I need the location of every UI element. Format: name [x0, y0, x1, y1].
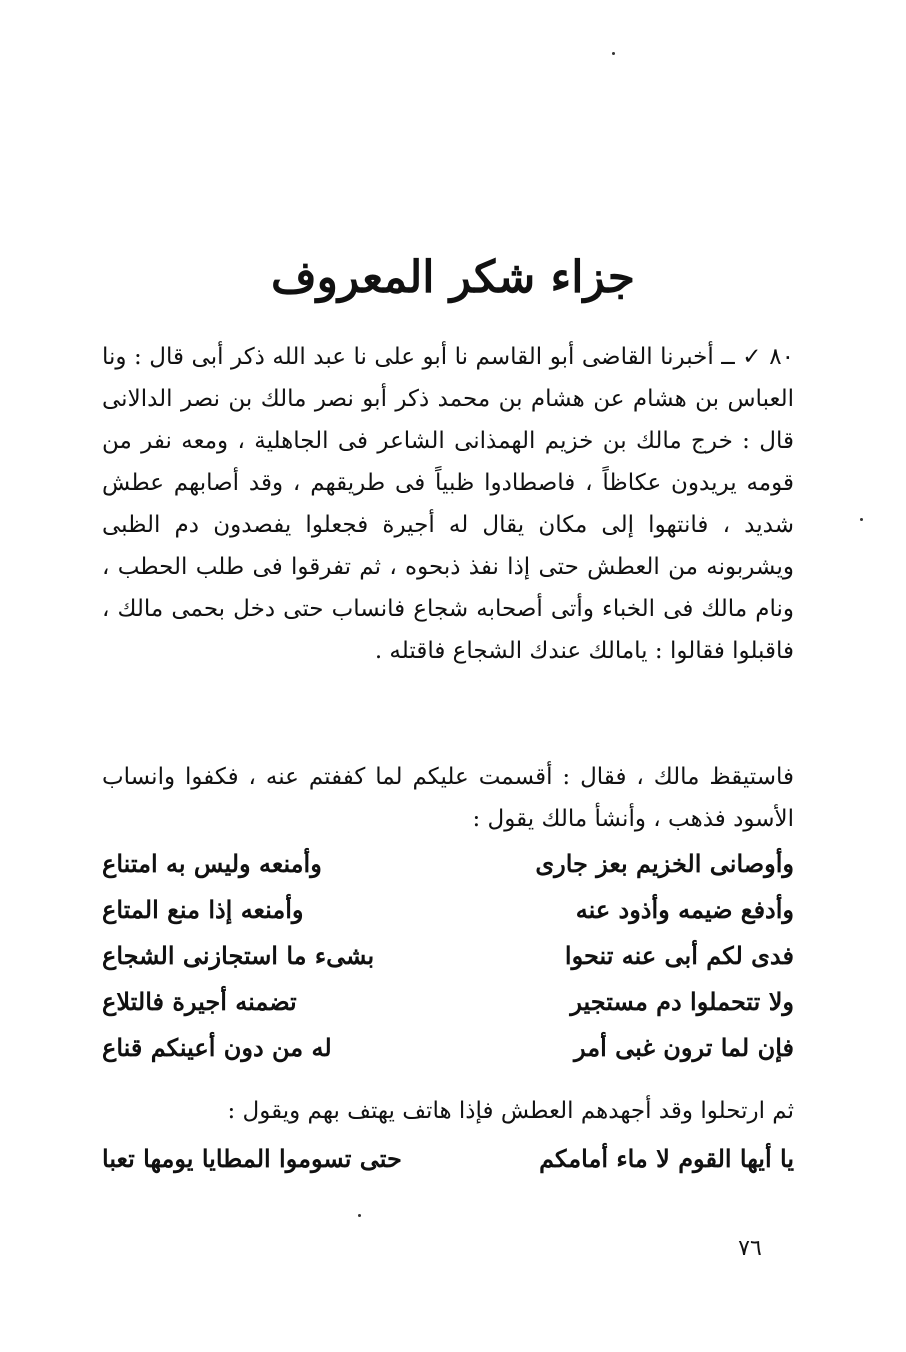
speck — [612, 52, 615, 55]
speck — [860, 518, 863, 521]
narration-paragraph-3: ثم ارتحلوا وقد أجهدهم العطش فإذا هاتف يهتف بهم ويقول : — [227, 1098, 794, 1124]
verse-second-hemistich: له من دون أعينكم قناع — [102, 1033, 332, 1062]
verse-first-hemistich: فإن لما ترون غبى أمر — [573, 1033, 794, 1062]
speck — [358, 1214, 361, 1217]
verse-second-hemistich: حتى تسوموا المطايا يومها تعبا — [102, 1144, 402, 1173]
poem-verse — [102, 891, 794, 937]
chapter-title: جزاء شكر المعروف — [271, 252, 635, 303]
verse-second-hemistich: وأمنعه وليس به امتناع — [102, 849, 322, 878]
verse-first-hemistich: فدى لكم أبى عنه تنحوا — [564, 941, 794, 970]
poem-verse — [102, 983, 794, 1029]
closing-verse — [102, 1140, 794, 1186]
poem-verse — [102, 937, 794, 983]
verse-first-hemistich: وأوصانى الخزيم بعز جارى — [535, 849, 794, 878]
verse-first-hemistich: يا أيها القوم لا ماء أمامكم — [539, 1144, 794, 1173]
verse-second-hemistich: بشىء ما استجازنى الشجاع — [102, 941, 375, 970]
narration-paragraph-2: فاستيقظ مالك ، فقال : أقسمت عليكم لما كففتم عنه ، فكفوا وانساب الأسود فذهب ، وأنشأ مالك يقول : — [102, 764, 794, 832]
poem-verse — [102, 1029, 794, 1075]
poem-verse — [102, 845, 794, 891]
verse-first-hemistich: ولا تتحملوا دم مستجير — [570, 987, 794, 1016]
page-number: ٧٦ — [738, 1236, 762, 1261]
verse-first-hemistich: وأدفع ضيمه وأذود عنه — [575, 895, 794, 924]
narration-paragraph: ٨٠ ✓ ــ أخبرنا القاضى أبو القاسم نا أبو على نا عبد الله ذكر أبى قال : ونا العباس بن هشام عن هشام بن محمد ذكر أبو نصر مالك بن نصر الدالانى قال : خرج مالك بن خزيم الهمذانى الشاعر فى الجاهلية ، ومعه نفر من قومه يريدون عكاظاً ، فاصطادوا ظبياً فى طريقهم ، وقد أصابهم عطش شديد ، فانتهوا إلى مكان يقال له أجيرة فجعلوا يفصدون دم الظبى ويشربونه من العطش حتى إذا نفذ ذبحوه ، ثم تفرقوا فى طلب الحطب ، ونام مالك فى الخباء وأتى أصحابه شجاع فانساب حتى دخل بحمى مالك ، فاقبلوا فقالوا : يامالك عندك الشجاع فاقتله . — [102, 344, 794, 664]
verse-second-hemistich: تضمنه أجيرة فالتلاع — [102, 987, 297, 1016]
verse-second-hemistich: وأمنعه إذا منع المتاع — [102, 895, 304, 924]
poem — [102, 845, 794, 1075]
